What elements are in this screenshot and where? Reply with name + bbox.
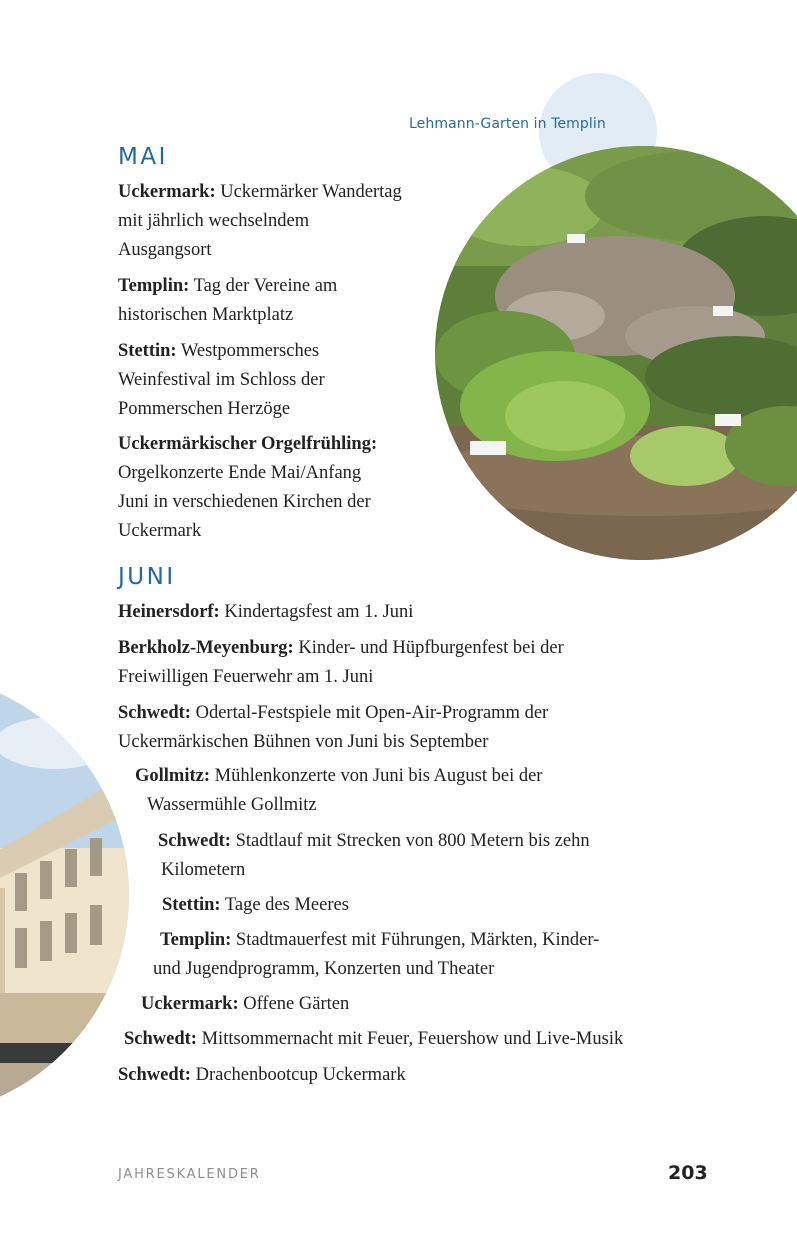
event-entry <box>153 926 600 984</box>
event-place: Berkholz-Meyenburg: <box>118 638 294 658</box>
event-text: Odertal-Festspiele mit Open-Air-Programm der <box>195 703 549 723</box>
event-place: Schwedt: <box>118 703 191 723</box>
event-text: Uckermark <box>118 521 202 541</box>
event-text: Drachenbootcup Uckermark <box>195 1065 406 1085</box>
event-place: Uckermärkischer Orgelfrühling: <box>118 434 378 454</box>
event-place: Gollmitz: <box>135 766 211 786</box>
event-place: Templin: <box>160 930 232 950</box>
event-entry <box>118 598 413 627</box>
event-entry <box>135 762 542 820</box>
event-entry <box>118 634 564 692</box>
street-photo <box>0 673 129 1117</box>
event-text: Stadtmauerfest mit Führungen, Märkten, Kinder- <box>235 930 600 950</box>
event-text: Tage des Meeres <box>224 895 349 915</box>
event-text: Freiwilligen Feuerwehr am 1. Juni <box>118 667 374 687</box>
event-text: Mühlenkonzerte von Juni bis August bei der <box>214 766 543 786</box>
event-place: Uckermark: <box>141 994 239 1014</box>
event-text: mit jährlich wechselndem <box>118 211 310 231</box>
event-place: Stettin: <box>162 895 221 915</box>
event-text: und Jugendprogramm, Konzerten und Theater <box>153 959 495 979</box>
event-entry <box>141 990 349 1019</box>
event-text: Uckermärker Wandertag <box>220 182 402 202</box>
event-place: Schwedt: <box>124 1029 197 1049</box>
event-text: Kinder- und Hüpfburgenfest bei der <box>298 638 564 658</box>
event-text: Stadtlauf mit Strecken von 800 Metern bis zehn <box>235 831 590 851</box>
event-text: Orgelkonzerte Ende Mai/Anfang <box>118 463 362 483</box>
photo-caption: Lehmann-Garten in Templin <box>409 116 606 132</box>
event-place: Templin: <box>118 276 190 296</box>
event-text: Weinfestival im Schloss der <box>118 370 325 390</box>
event-place: Schwedt: <box>118 1065 191 1085</box>
event-entry <box>162 891 349 920</box>
event-place: Heinersdorf: <box>118 602 220 622</box>
event-entry <box>118 430 377 546</box>
event-text: Pommerschen Herzöge <box>118 399 291 419</box>
event-entry <box>118 1061 406 1090</box>
event-text: Tag der Vereine am <box>193 276 338 296</box>
event-entry <box>118 178 402 265</box>
event-entry <box>118 337 325 424</box>
event-place: Uckermark: <box>118 182 216 202</box>
section-heading-juni: JUNI <box>118 564 176 590</box>
running-footer-title: JAHRESKALENDER <box>118 1167 261 1182</box>
garden-photo-illustration <box>435 146 797 560</box>
event-text: Kilometern <box>161 860 246 880</box>
section-heading-mai: MAI <box>118 144 168 170</box>
event-text: Mittsommernacht mit Feuer, Feuershow und Live-Musik <box>201 1029 624 1049</box>
event-place: Schwedt: <box>158 831 231 851</box>
event-entry <box>118 272 337 330</box>
event-text: Kindertagsfest am 1. Juni <box>224 602 414 622</box>
event-text: Uckermärkischen Bühnen von Juni bis September <box>118 732 489 752</box>
event-place: Stettin: <box>118 341 177 361</box>
garden-photo <box>435 146 797 560</box>
event-text: Wassermühle Gollmitz <box>147 795 317 815</box>
event-text: Westpommersches <box>180 341 320 361</box>
event-entry <box>118 699 548 757</box>
event-text: Ausgangsort <box>118 240 212 260</box>
event-text: historischen Marktplatz <box>118 305 294 325</box>
event-text: Juni in verschiedenen Kirchen der <box>118 492 371 512</box>
event-entry <box>124 1025 623 1054</box>
event-text: Offene Gärten <box>243 994 350 1014</box>
page-number: 203 <box>668 1162 708 1184</box>
event-entry <box>158 827 590 885</box>
street-photo-illustration <box>0 673 129 1117</box>
